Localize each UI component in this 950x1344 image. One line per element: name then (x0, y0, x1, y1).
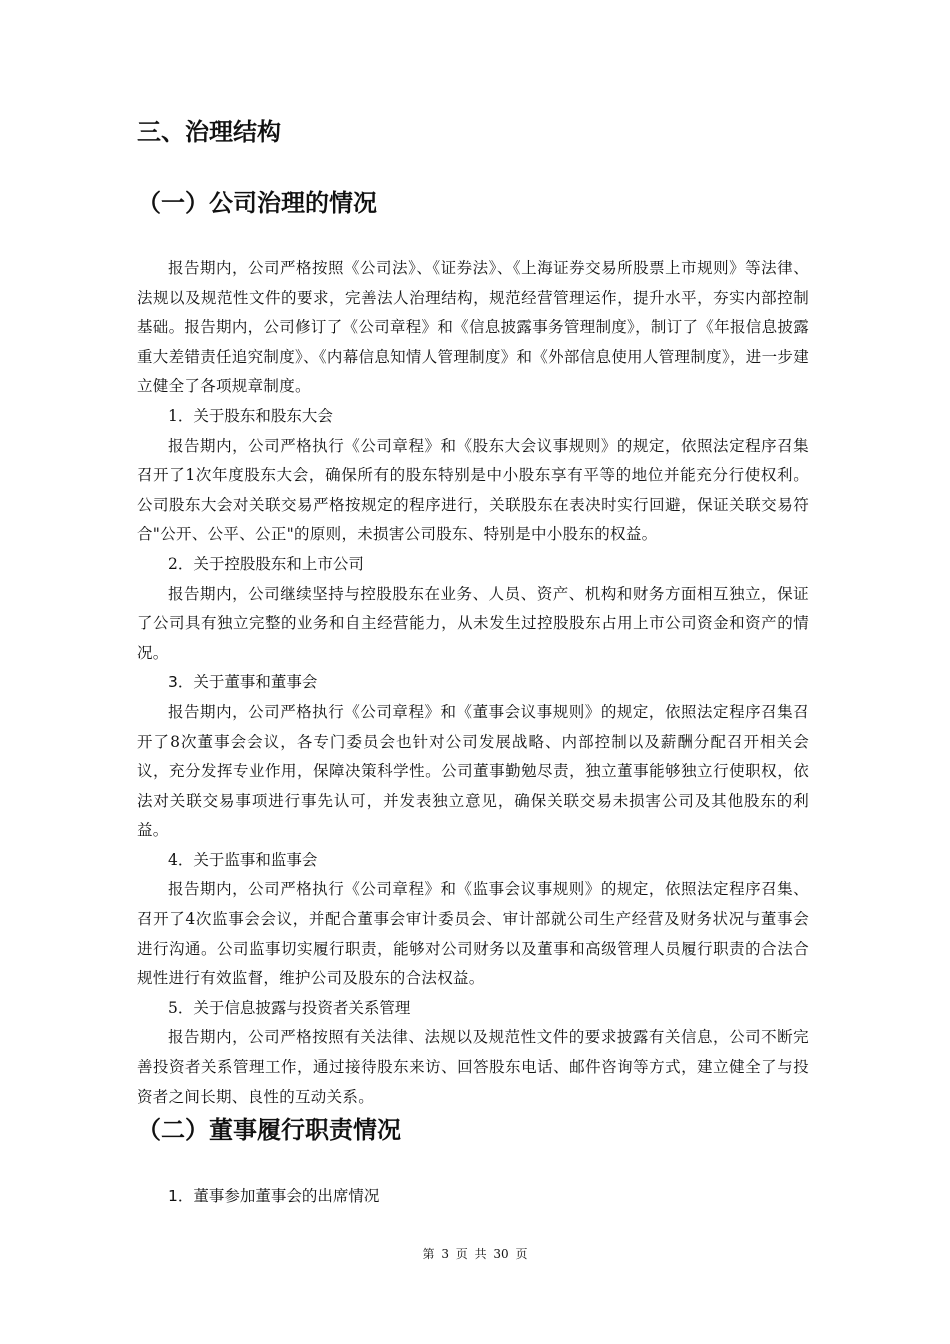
item-heading-text: 关于监事和监事会 (193, 850, 318, 869)
item-heading-text: 董事参加董事会的出席情况 (193, 1187, 380, 1205)
item-heading-supervisors (137, 846, 809, 876)
item-heading-disclosure (137, 994, 809, 1024)
item-heading-controlling-shareholder (137, 550, 809, 580)
subsection-title-governance: （一）公司治理的情况 (137, 189, 377, 217)
item-number: 5． (168, 998, 194, 1017)
item-paragraph-controlling-shareholder: 报告期内，公司继续坚持与控股股东在业务、人员、资产、机构和财务方面相互独立，保证了公司具有独立完整的业务和自主经营能力，从未发生过控股股东占用上市公司资金和资产的情况。 (137, 584, 809, 662)
item-number: 2． (168, 554, 194, 573)
item-number: 4． (168, 850, 194, 869)
intro-paragraph: 报告期内，公司严格按照《公司法》、《证券法》、《上海证券交易所股票上市规则》等法律、法规以及规范性文件的要求，完善法人治理结构，规范经营管理运作，提升水平，夯实内部控制基础。报告期内，公司修订了《公司章程》和《信息披露事务管理制度》，制订了《年报信息披露重大差错责任追究制度》、《内幕信息知情人管理制度》和《外部信息使用人管理制度》，进一步建立健全了各项规章制度。 (137, 259, 809, 396)
item-paragraph-disclosure: 报告期内，公司严格按照有关法律、法规以及规范性文件的要求披露有关信息，公司不断完善投资者关系管理工作，通过接待股东来访、回答股东电话、邮件咨询等方式，建立健全了与投资者之间长期、良性的互动关系。 (137, 1028, 809, 1106)
item-paragraph-shareholders: 报告期内，公司严格执行《公司章程》和《股东大会议事规则》的规定，依照法定程序召集召开了1次年度股东大会，确保所有的股东特别是中小股东享有平等的地位并能充分行使权利。公司股东大会对关联交易严格按规定的程序进行，关联股东在表决时实行回避，保证关联交易符合"公开、公平、公正"的原则，未损害公司股东、特别是中小股东的权益。 (137, 436, 809, 544)
item-heading-text: 关于股东和股东大会 (193, 406, 333, 425)
item-number: 1． (168, 406, 194, 425)
item-heading-text: 关于董事和董事会 (193, 673, 318, 692)
item-paragraph-supervisors: 报告期内，公司严格执行《公司章程》和《监事会议事规则》的规定，依照法定程序召集、召开了4次监事会会议，并配合董事会审计委员会、审计部就公司生产经营及财务状况与董事会进行沟通。公司监事切实履行职责，能够对公司财务以及董事和高级管理人员履行职责的合法合规性进行有效监督，维护公司及股东的合法权益。 (137, 880, 809, 988)
item-number: 1． (168, 1187, 194, 1205)
item-paragraph-board: 报告期内，公司严格执行《公司章程》和《董事会议事规则》的规定，依照法定程序召集召开了8次董事会会议，各专门委员会也针对公司发展战略、内部控制以及薪酬分配召开相关会议，充分发挥专业作用，保障决策科学性。公司董事勤勉尽责，独立董事能够独立行使职权，依法对关联交易事项进行事先认可，并发表独立意见，确保关联交易未损害公司及其他股东的利益。 (137, 702, 809, 840)
item-number: 3． (168, 673, 194, 692)
item-heading-attendance (137, 1182, 379, 1212)
item-heading-text: 关于信息披露与投资者关系管理 (193, 998, 411, 1017)
item-heading-shareholders (137, 402, 809, 432)
item-heading-board (137, 668, 809, 698)
page-footer: 第 3 页 共 30 页 (422, 1247, 528, 1261)
item-heading-text: 关于控股股东和上市公司 (193, 554, 364, 573)
section-title: 三、治理结构 (137, 118, 281, 146)
governance-body (137, 254, 809, 1112)
subsection-title-directors: （二）董事履行职责情况 (137, 1116, 401, 1144)
